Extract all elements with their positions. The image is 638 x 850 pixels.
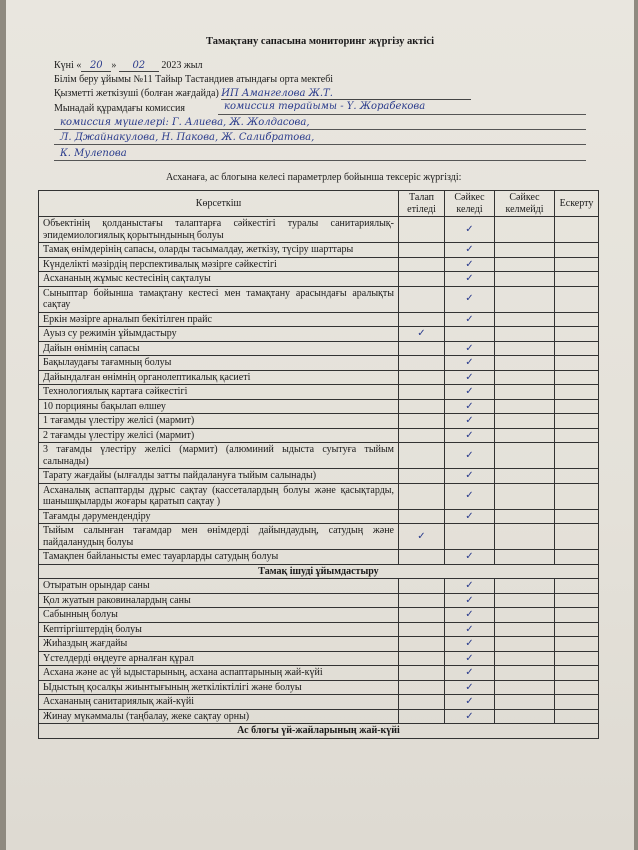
indicator-text: Тарату жағдайы (ылғалды затты пайдалануға тыйым салынады) (39, 469, 399, 484)
school-line (54, 74, 333, 85)
date-year: 2023 жыл (161, 60, 203, 71)
mark-cell (495, 428, 555, 443)
mark-cell (399, 399, 445, 414)
mark-cell (445, 637, 495, 652)
header-noncompliant: Сәйкес келмейді (495, 191, 555, 217)
mark-cell (495, 651, 555, 666)
table-row (39, 327, 599, 342)
mark-cell (445, 257, 495, 272)
mark-cell (445, 370, 495, 385)
date-day: 20 (81, 60, 111, 72)
mark-cell (399, 709, 445, 724)
checkmark-icon: ✓ (465, 342, 474, 354)
mark-cell (445, 509, 495, 524)
mark-cell (495, 483, 555, 509)
mark-cell (445, 272, 495, 287)
mark-cell (399, 356, 445, 371)
checkmark-icon: ✓ (465, 710, 474, 722)
mark-cell (445, 312, 495, 327)
mark-cell (399, 443, 445, 469)
mark-cell (445, 593, 495, 608)
mark-cell (445, 286, 495, 312)
checkmark-icon: ✓ (465, 470, 474, 481)
indicator-text: 2 тағамды үлестіру желісі (мармит) (39, 428, 399, 443)
table-row (39, 370, 599, 385)
mark-cell (495, 243, 555, 258)
table-row (39, 651, 599, 666)
mark-cell (445, 399, 495, 414)
mark-cell (555, 680, 599, 695)
commission-line-2: комиссия мүшелері: Г. Алиева, Ж. Жолдасова, (60, 117, 310, 128)
mark-cell (555, 286, 599, 312)
indicator-text: Сабынның болуы (39, 608, 399, 623)
table-header-row (39, 191, 599, 217)
mark-cell (399, 608, 445, 623)
mark-cell (445, 443, 495, 469)
checkmark-icon: ✓ (465, 490, 474, 502)
mark-cell (399, 637, 445, 652)
mark-cell (555, 550, 599, 565)
table-body-1 (39, 217, 599, 565)
checkmark-icon: ✓ (465, 400, 474, 412)
indicator-text: Сыныптар бойынша тамақтану кестесі мен тамақтану арасындағы аралықты сақтау (39, 286, 399, 312)
indicator-text: Кептіргіштердің болуы (39, 622, 399, 637)
date-label: Күні (54, 60, 74, 71)
indicator-text: Еркін мәзірге арналып бекітілген прайс (39, 312, 399, 327)
mark-cell (445, 550, 495, 565)
date-line: Күні « 20 » 02 2023 жыл (54, 60, 203, 71)
section-row (39, 724, 599, 739)
checkmark-icon: ✓ (465, 609, 474, 620)
mark-cell (445, 414, 495, 429)
mark-cell (445, 579, 495, 594)
checkmark-icon: ✓ (465, 244, 474, 255)
mark-cell (555, 593, 599, 608)
mark-cell (399, 651, 445, 666)
mark-cell (495, 509, 555, 524)
checkmark-icon: ✓ (465, 258, 474, 270)
indicator-text: Жинау мүкәммалы (таңбалау, жеке сақтау орны) (39, 709, 399, 724)
table-row (39, 524, 599, 550)
indicator-text: Ыдыстың қосалқы жиынтығының жеткіліктілігі және болуы (39, 680, 399, 695)
header-indicator: Көрсеткіш (39, 191, 399, 217)
table-row (39, 341, 599, 356)
mark-cell (445, 327, 495, 342)
mark-cell (495, 579, 555, 594)
mark-cell (495, 637, 555, 652)
table-row (39, 579, 599, 594)
intro-text: Асханаға, ас блогына келесі параметрлер бойынша тексеріс жүргізді: (166, 172, 462, 183)
table-row (39, 243, 599, 258)
indicator-text: Дайын өнімнің сапасы (39, 341, 399, 356)
indicator-text: 3 тағамды үлестіру желісі (мармит) (алюминий ыдыста суытуға тыйым салынады) (39, 443, 399, 469)
mark-cell (495, 385, 555, 400)
mark-cell (555, 622, 599, 637)
indicator-text: Объектінің қолданыстағы талаптарға сәйкестігі туралы санитариялық-эпидемиологиялық қорытындының болуы (39, 217, 399, 243)
checkmark-icon: ✓ (465, 293, 474, 305)
mark-cell (555, 327, 599, 342)
school-label: Білім беру ұйымы (54, 74, 131, 85)
mark-cell (555, 524, 599, 550)
checkmark-icon: ✓ (465, 638, 474, 649)
indicator-text: Жиһаздың жағдайы (39, 637, 399, 652)
indicator-text: 10 порцияны бақылап өлшеу (39, 399, 399, 414)
mark-cell (445, 469, 495, 484)
mark-cell (445, 483, 495, 509)
indicator-text: Асхананың жұмыс кестесінің сақталуы (39, 272, 399, 287)
mark-cell (445, 341, 495, 356)
table-row (39, 428, 599, 443)
commission-label: Мынадай құрамдағы комиссия (54, 103, 185, 114)
mark-cell (495, 443, 555, 469)
mark-cell (445, 428, 495, 443)
mark-cell (555, 579, 599, 594)
indicator-text: Отыратын орындар саны (39, 579, 399, 594)
checkmark-icon: ✓ (465, 429, 474, 441)
checkmark-icon: ✓ (465, 357, 474, 368)
mark-cell (399, 286, 445, 312)
mark-cell (399, 272, 445, 287)
mark-cell (399, 695, 445, 710)
mark-cell (555, 385, 599, 400)
mark-cell (555, 637, 599, 652)
checkmark-icon: ✓ (465, 313, 474, 325)
indicator-text: Дайындалған өнімнің органолептикалық қасиеті (39, 370, 399, 385)
commission-underline-3 (54, 144, 586, 145)
mark-cell (555, 341, 599, 356)
mark-cell (495, 469, 555, 484)
mark-cell (445, 709, 495, 724)
mark-cell (445, 356, 495, 371)
table-row (39, 414, 599, 429)
mark-cell (445, 608, 495, 623)
mark-cell (399, 579, 445, 594)
monitoring-table (38, 190, 599, 739)
mark-cell (495, 272, 555, 287)
mark-cell (399, 666, 445, 681)
indicator-text: 1 тағамды үлестіру желісі (мармит) (39, 414, 399, 429)
mark-cell (495, 608, 555, 623)
mark-cell (399, 524, 445, 550)
table-row (39, 257, 599, 272)
indicator-text: Ауыз су режимін ұйымдастыру (39, 327, 399, 342)
checkmark-icon: ✓ (465, 623, 474, 635)
employee-value: ИП Амангелова Ж.Т. (221, 88, 471, 100)
mark-cell (445, 651, 495, 666)
table-row (39, 680, 599, 695)
commission-underline-4 (54, 160, 586, 161)
table-row (39, 550, 599, 565)
employee-label: Қызметті жеткізуші (болған жағдайда) (54, 88, 219, 99)
mark-cell (555, 483, 599, 509)
mark-cell (399, 622, 445, 637)
mark-cell (495, 327, 555, 342)
indicator-text: Үстелдерді өңдеуге арналған құрал (39, 651, 399, 666)
indicator-text: Күнделікті мәзірдің перспективалық мәзірге сәйкестігі (39, 257, 399, 272)
mark-cell (495, 709, 555, 724)
mark-cell (555, 709, 599, 724)
checkmark-icon: ✓ (465, 371, 474, 383)
mark-cell (399, 217, 445, 243)
commission-line-3: Л. Джайнакулова, Н. Пакова, Ж. Салибратова, (60, 132, 315, 143)
section-3 (39, 724, 599, 739)
document-title: Тамақтану сапасына мониторинг жүргізу актісі (206, 36, 434, 47)
indicator-text: Тағамды дәрумендендіру (39, 509, 399, 524)
section-2-title: Тамақ ішуді ұйымдастыру (39, 564, 599, 579)
mark-cell (399, 414, 445, 429)
table-row (39, 695, 599, 710)
mark-cell (495, 593, 555, 608)
table-row (39, 399, 599, 414)
mark-cell (555, 399, 599, 414)
checkmark-icon: ✓ (465, 386, 474, 397)
section-3-title: Ас блогы үй-жайларының жай-күйі (39, 724, 599, 739)
mark-cell (555, 608, 599, 623)
mark-cell (495, 622, 555, 637)
mark-cell (399, 312, 445, 327)
mark-cell (399, 509, 445, 524)
table-row (39, 469, 599, 484)
checkmark-icon: ✓ (465, 510, 474, 522)
date-month: 02 (119, 60, 159, 72)
mark-cell (495, 341, 555, 356)
mark-cell (555, 666, 599, 681)
mark-cell (399, 327, 445, 342)
mark-cell (555, 469, 599, 484)
mark-cell (445, 243, 495, 258)
mark-cell (445, 695, 495, 710)
indicator-text: Технологиялық картаға сәйкестігі (39, 385, 399, 400)
table-row (39, 608, 599, 623)
mark-cell (555, 257, 599, 272)
indicator-text: Асхана және ас үй ыдыстарының, асхана аспаптарының жай-күйі (39, 666, 399, 681)
mark-cell (555, 509, 599, 524)
checkmark-icon: ✓ (465, 594, 474, 606)
mark-cell (399, 341, 445, 356)
mark-cell (555, 443, 599, 469)
mark-cell (555, 356, 599, 371)
indicator-text: Тамақпен байланысты емес тауарларды сатудың болуы (39, 550, 399, 565)
mark-cell (555, 651, 599, 666)
mark-cell (445, 385, 495, 400)
school-value: №11 Тайыр Тастандиев атындағы орта мектебі (133, 74, 334, 85)
mark-cell (445, 680, 495, 695)
indicator-text: Асханалық аспаптарды дұрыс сақтау (кассеталардың болуы және қасықтарды, шанышқыларды жоғары қаратып сақтау ) (39, 483, 399, 509)
table-row (39, 356, 599, 371)
mark-cell (445, 666, 495, 681)
checkmark-icon: ✓ (417, 530, 426, 542)
mark-cell (399, 257, 445, 272)
mark-cell (495, 550, 555, 565)
commission-line-4: К. Мулепова (60, 148, 127, 159)
mark-cell (399, 593, 445, 608)
mark-cell (399, 483, 445, 509)
indicator-text: Тамақ өнімдерінің сапасы, оларды тасымалдау, жеткізу, түсіру шарттары (39, 243, 399, 258)
mark-cell (495, 257, 555, 272)
mark-cell (495, 217, 555, 243)
checkmark-icon: ✓ (465, 415, 474, 426)
mark-cell (495, 312, 555, 327)
checkmark-icon: ✓ (465, 223, 474, 235)
checkmark-icon: ✓ (417, 328, 426, 339)
mark-cell (555, 217, 599, 243)
checkmark-icon: ✓ (465, 667, 474, 678)
table-row (39, 509, 599, 524)
mark-cell (555, 312, 599, 327)
checkmark-icon: ✓ (465, 652, 474, 664)
checkmark-icon: ✓ (465, 580, 474, 591)
table-row (39, 483, 599, 509)
employee-line (54, 88, 471, 100)
commission-underline-1 (218, 114, 586, 115)
mark-cell (495, 695, 555, 710)
header-note: Ескерту (555, 191, 599, 217)
mark-cell (399, 370, 445, 385)
commission-underline-2 (54, 129, 586, 130)
mark-cell (445, 217, 495, 243)
mark-cell (399, 469, 445, 484)
mark-cell (555, 370, 599, 385)
mark-cell (555, 428, 599, 443)
mark-cell (399, 680, 445, 695)
mark-cell (495, 370, 555, 385)
mark-cell (399, 385, 445, 400)
mark-cell (555, 272, 599, 287)
table-row (39, 312, 599, 327)
mark-cell (445, 524, 495, 550)
indicator-text: Асхананың санитариялық жай-күйі (39, 695, 399, 710)
table-row (39, 443, 599, 469)
mark-cell (399, 550, 445, 565)
mark-cell (399, 243, 445, 258)
mark-cell (445, 622, 495, 637)
indicator-text: Қол жуатын раковиналардың саны (39, 593, 399, 608)
table-body-2 (39, 579, 599, 724)
checkmark-icon: ✓ (465, 449, 474, 461)
table-row (39, 709, 599, 724)
indicator-text: Бақылаудағы тағамның болуы (39, 356, 399, 371)
mark-cell (495, 414, 555, 429)
mark-cell (495, 680, 555, 695)
mark-cell (495, 524, 555, 550)
table-row (39, 272, 599, 287)
section-row (39, 564, 599, 579)
mark-cell (555, 243, 599, 258)
mark-cell (555, 414, 599, 429)
table-row (39, 385, 599, 400)
mark-cell (495, 666, 555, 681)
document-page (6, 0, 634, 850)
table-row (39, 637, 599, 652)
checkmark-icon: ✓ (465, 551, 474, 562)
table-row (39, 286, 599, 312)
mark-cell (399, 428, 445, 443)
checkmark-icon: ✓ (465, 681, 474, 693)
table-row (39, 217, 599, 243)
table-row (39, 666, 599, 681)
indicator-text: Тыйым салынған тағамдар мен өнімдерді дайындаудың, сатудың және пайдаланудың болуы (39, 524, 399, 550)
mark-cell (555, 695, 599, 710)
mark-cell (495, 356, 555, 371)
mark-cell (495, 399, 555, 414)
checkmark-icon: ✓ (465, 696, 474, 707)
checkmark-icon: ✓ (465, 273, 474, 284)
commission-line-1: комиссия төрайымы - Ү. Жорабекова (224, 101, 426, 112)
mark-cell (495, 286, 555, 312)
table-row (39, 622, 599, 637)
table-row (39, 593, 599, 608)
header-compliant: Сәйкес келеді (445, 191, 495, 217)
section-2 (39, 564, 599, 579)
header-required: Талап етіледі (399, 191, 445, 217)
